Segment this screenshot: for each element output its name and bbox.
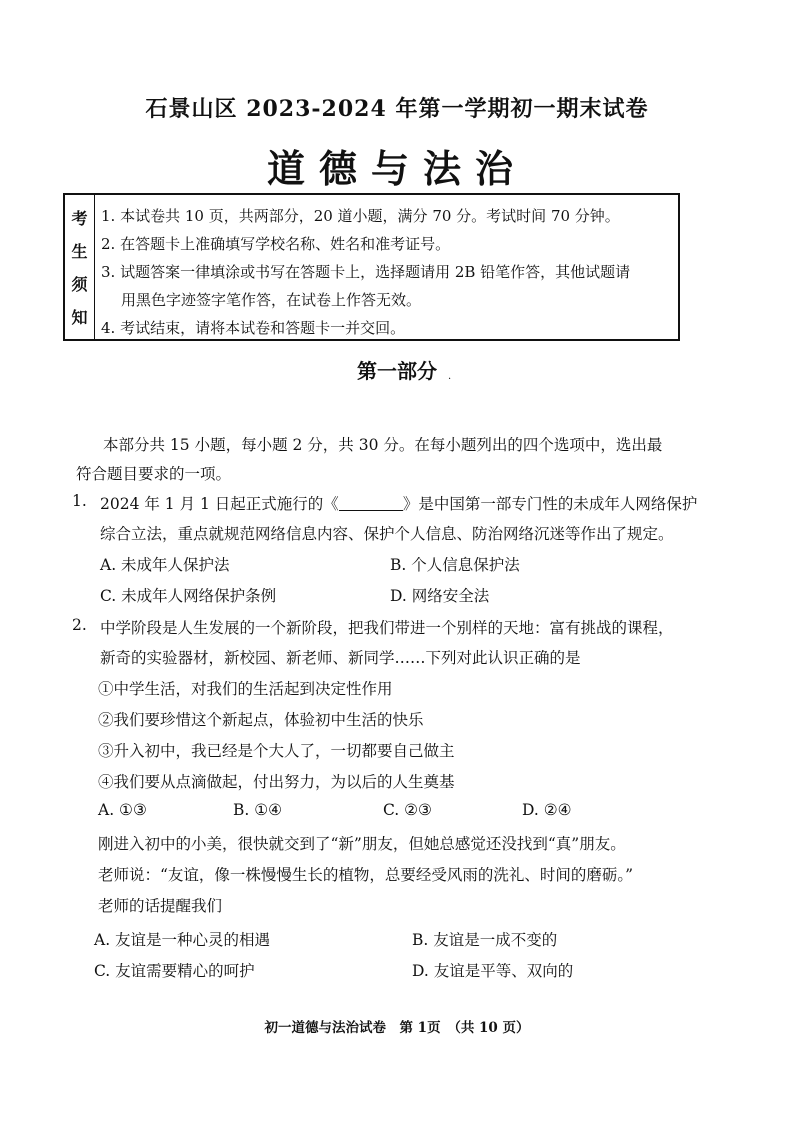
q3-option-b: B. 友谊是一成不变的 <box>412 931 558 949</box>
q2-stem-line2: 新奇的实验器材，新校园、新老师、新同学……下列对此认识正确的是 <box>100 649 581 667</box>
exam-notice-box <box>63 193 680 341</box>
page-footer: 初一道德与法治试卷 第 1页 （共 10 页） <box>264 1020 530 1036</box>
notice-item-4: 4. 考试结束，请将本试卷和答题卡一并交回。 <box>101 319 406 337</box>
q1-option-c: C. 未成年人网络保护条例 <box>100 587 277 605</box>
notice-item-3-cont: 用黑色字迹签字笔作答，在试卷上作答无效。 <box>121 291 422 309</box>
notice-label-char: 生 <box>71 242 88 261</box>
q2-option-d: D. ②④ <box>522 801 572 819</box>
section-intro-line1: 本部分共 15 小题，每小题 2 分，共 30 分。在每小题列出的四个选项中，选出最 <box>103 436 663 454</box>
q2-statement-1: ①中学生活，对我们的生活起到决定性作用 <box>98 680 393 698</box>
q3-option-d: D. 友谊是平等、双向的 <box>412 962 574 980</box>
q2-number: 2. <box>72 616 87 634</box>
q1-option-d: D. 网络安全法 <box>390 587 490 605</box>
q2-statement-2: ②我们要珍惜这个新起点，体验初中生活的快乐 <box>98 711 424 729</box>
q1-number: 1. <box>72 492 87 510</box>
section-title: 第一部分 <box>357 359 437 383</box>
q3-stem-line2: 老师说：“友谊，像一株慢慢生长的植物，总要经受风雨的洗礼、时间的磨砺。” <box>98 866 634 884</box>
q2-statement-4: ④我们要从点滴做起，付出努力，为以后的人生奠基 <box>98 773 455 791</box>
stray-mark: . <box>448 371 452 382</box>
notice-label-char: 考 <box>71 209 88 228</box>
notice-label-char: 须 <box>71 275 88 294</box>
exam-title: 石景山区 2023-2024 年第一学期初一期末试卷 <box>145 96 649 122</box>
q1-option-b: B. 个人信息保护法 <box>390 556 520 574</box>
q2-option-b: B. ①④ <box>233 801 283 819</box>
notice-item-3: 3. 试题答案一律填涂或书写在答题卡上，选择题请用 2B 铅笔作答，其他试题请 <box>101 263 631 281</box>
notice-label <box>65 195 95 339</box>
notice-item-2: 2. 在答题卡上准确填写学校名称、姓名和准考证号。 <box>101 235 451 253</box>
q3-stem-line1: 刚进入初中的小美，很快就交到了“新”朋友，但她总感觉还没找到“真”朋友。 <box>98 835 626 853</box>
q2-option-c: C. ②③ <box>383 801 432 819</box>
q3-option-a: A. 友谊是一种心灵的相遇 <box>94 931 271 949</box>
q2-option-a: A. ①③ <box>98 801 147 819</box>
q3-stem-line3: 老师的话提醒我们 <box>98 897 223 915</box>
q1-option-a: A. 未成年人保护法 <box>100 556 230 574</box>
q2-stem-line1: 中学阶段是人生发展的一个新阶段，把我们带进一个别样的天地：富有挑战的课程， <box>100 619 674 637</box>
q1-blank <box>339 496 403 511</box>
notice-item-1: 1. 本试卷共 10 页，共两部分，20 道小题，满分 70 分。考试时间 70 分钟。 <box>101 207 620 225</box>
subject-title: 道德与法治 <box>266 146 527 191</box>
section-intro-line2: 符合题目要求的一项。 <box>76 465 232 483</box>
q1-stem-part-b: 》是中国第一部专门性的未成年人网络保护 <box>402 495 698 513</box>
q1-stem-part-a: 2024 年 1 月 1 日起正式施行的《 <box>100 495 339 513</box>
q1-stem-line1 <box>100 492 697 514</box>
notice-label-char: 知 <box>71 308 88 327</box>
q1-stem-line2: 综合立法，重点就规范网络信息内容、保护个人信息、防治网络沉迷等作出了规定。 <box>100 525 674 543</box>
q3-option-c: C. 友谊需要精心的呵护 <box>94 962 255 980</box>
q2-statement-3: ③升入初中，我已经是个大人了，一切都要自己做主 <box>98 742 455 760</box>
